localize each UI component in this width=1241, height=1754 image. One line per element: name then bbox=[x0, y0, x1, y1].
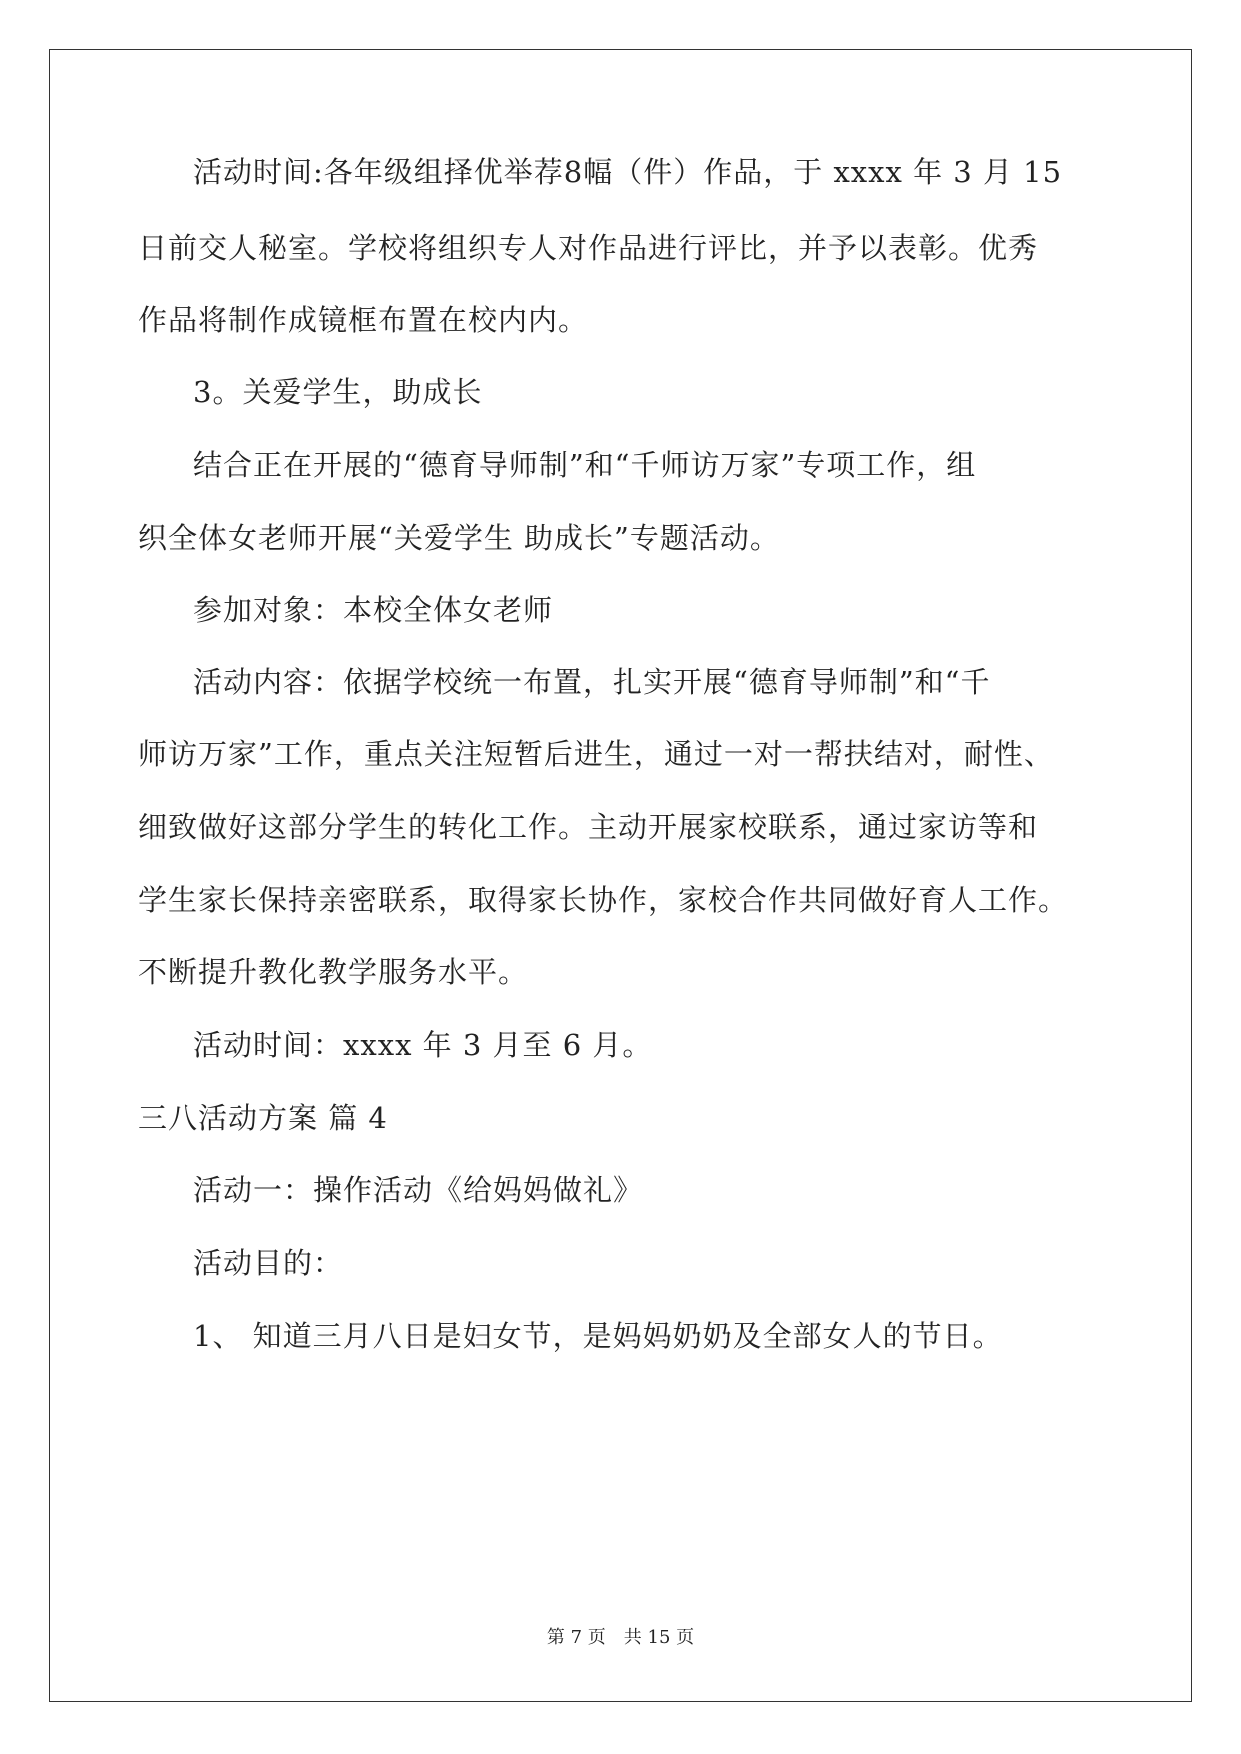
paragraph-line: 细致做好这部分学生的转化工作。主动开展家校联系，通过家访等和 bbox=[138, 810, 1039, 844]
paragraph-line: 学生家长保持亲密联系，取得家长协作，家校合作共同做好育人工作。 bbox=[138, 883, 1069, 917]
page-border bbox=[49, 49, 1192, 1702]
paragraph-line: 织全体女老师开展“关爱学生 助成长”专题活动。 bbox=[138, 521, 780, 555]
paragraph-line: 日前交人秘室。学校将组织专人对作品进行评比，并予以表彰。优秀 bbox=[138, 231, 1039, 265]
paragraph-line: 活动时间:各年级组择优举荐8幅（件）作品，于 xxxx 年 3 月 15 bbox=[193, 155, 1063, 189]
paragraph-line: 参加对象：本校全体女老师 bbox=[193, 593, 554, 627]
paragraph-line: 活动内容：依据学校统一布置，扎实开展“德育导师制”和“千 bbox=[193, 665, 991, 699]
paragraph-line: 活动时间：xxxx 年 3 月至 6 月。 bbox=[193, 1028, 653, 1062]
paragraph-line: 作品将制作成镜框布置在校内内。 bbox=[138, 303, 589, 337]
paragraph-line: 活动一：操作活动《给妈妈做礼》 bbox=[193, 1173, 644, 1207]
paragraph-line: 师访万家”工作，重点关注短暂后进生，通过一对一帮扶结对，耐性、 bbox=[138, 737, 1054, 771]
section-title: 三八活动方案 篇 4 bbox=[138, 1101, 388, 1135]
paragraph-line: 结合正在开展的“德育导师制”和“千师访万家”专项工作，组 bbox=[193, 448, 977, 482]
paragraph-line: 活动目的： bbox=[193, 1246, 344, 1280]
list-item: 1、 知道三月八日是妇女节，是妈妈奶奶及全部女人的节日。 bbox=[193, 1319, 1003, 1353]
section-heading: 3。关爱学生，助成长 bbox=[193, 375, 483, 409]
page-footer: 第 7 页 共 15 页 bbox=[546, 1627, 695, 1648]
paragraph-line: 不断提升教化教学服务水平。 bbox=[138, 955, 529, 989]
